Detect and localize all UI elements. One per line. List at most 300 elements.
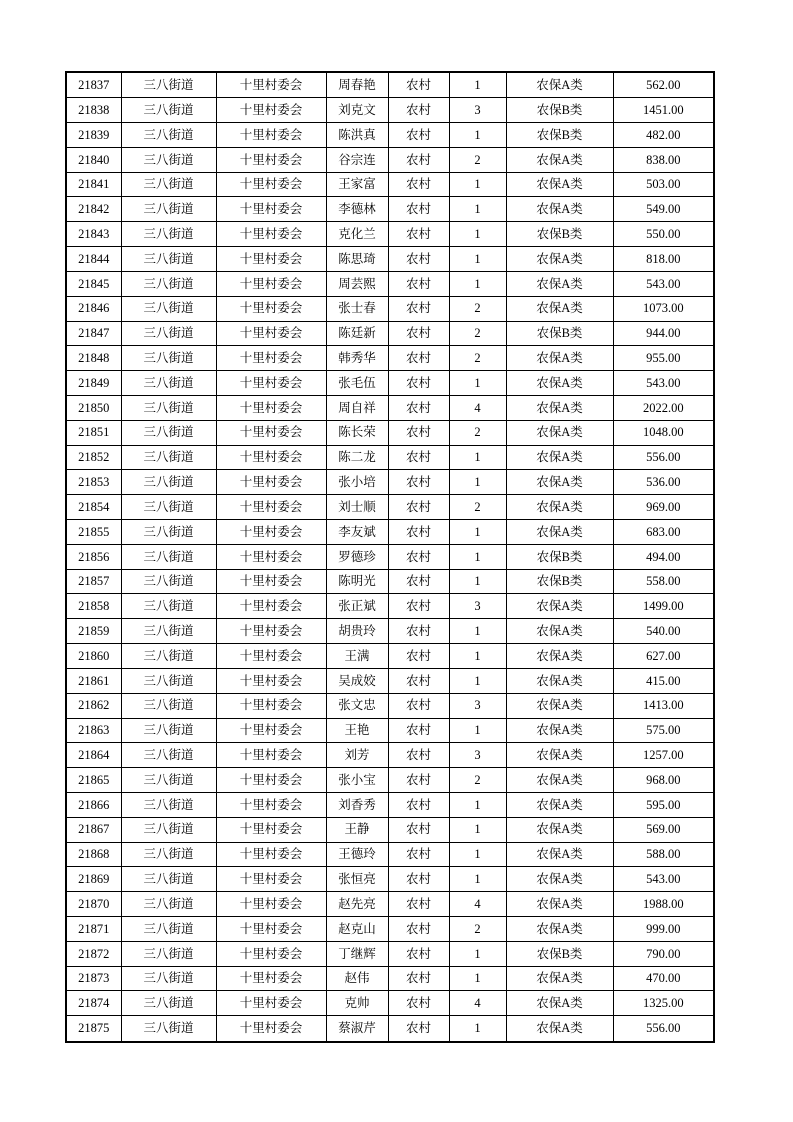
cell-amount: 543.00 <box>613 867 714 892</box>
cell-name: 刘士顺 <box>326 495 388 520</box>
cell-count: 1 <box>449 792 506 817</box>
cell-street: 三八街道 <box>121 98 216 123</box>
cell-id: 21845 <box>66 271 121 296</box>
cell-street: 三八街道 <box>121 619 216 644</box>
cell-category: 农保B类 <box>506 941 613 966</box>
cell-amount: 556.00 <box>613 445 714 470</box>
table-row <box>66 892 714 917</box>
cell-village: 十里村委会 <box>216 693 326 718</box>
table-row <box>66 222 714 247</box>
cell-id: 21838 <box>66 98 121 123</box>
cell-street: 三八街道 <box>121 222 216 247</box>
cell-id: 21839 <box>66 123 121 148</box>
table-row <box>66 197 714 222</box>
cell-type: 农村 <box>388 668 449 693</box>
table-row <box>66 1016 714 1042</box>
cell-category: 农保A类 <box>506 743 613 768</box>
cell-name: 丁继辉 <box>326 941 388 966</box>
cell-count: 2 <box>449 420 506 445</box>
cell-type: 农村 <box>388 98 449 123</box>
cell-street: 三八街道 <box>121 197 216 222</box>
cell-street: 三八街道 <box>121 445 216 470</box>
cell-category: 农保A类 <box>506 172 613 197</box>
cell-category: 农保A类 <box>506 197 613 222</box>
table-row <box>66 966 714 991</box>
table-row <box>66 98 714 123</box>
cell-id: 21843 <box>66 222 121 247</box>
cell-id: 21859 <box>66 619 121 644</box>
cell-count: 1 <box>449 569 506 594</box>
cell-category: 农保A类 <box>506 718 613 743</box>
cell-village: 十里村委会 <box>216 644 326 669</box>
cell-category: 农保A类 <box>506 792 613 817</box>
cell-id: 21873 <box>66 966 121 991</box>
cell-name: 蔡淑芹 <box>326 1016 388 1042</box>
cell-category: 农保A类 <box>506 892 613 917</box>
cell-amount: 969.00 <box>613 495 714 520</box>
cell-id: 21868 <box>66 842 121 867</box>
cell-id: 21855 <box>66 520 121 545</box>
cell-amount: 1257.00 <box>613 743 714 768</box>
cell-name: 吴成姣 <box>326 668 388 693</box>
cell-type: 农村 <box>388 917 449 942</box>
cell-category: 农保A类 <box>506 371 613 396</box>
cell-type: 农村 <box>388 544 449 569</box>
cell-street: 三八街道 <box>121 1016 216 1042</box>
cell-village: 十里村委会 <box>216 520 326 545</box>
cell-id: 21850 <box>66 395 121 420</box>
table-row <box>66 991 714 1016</box>
table-row <box>66 247 714 272</box>
cell-category: 农保A类 <box>506 693 613 718</box>
cell-village: 十里村委会 <box>216 321 326 346</box>
cell-street: 三八街道 <box>121 941 216 966</box>
cell-id: 21848 <box>66 346 121 371</box>
cell-type: 农村 <box>388 296 449 321</box>
cell-amount: 818.00 <box>613 247 714 272</box>
cell-category: 农保A类 <box>506 1016 613 1042</box>
cell-id: 21840 <box>66 147 121 172</box>
cell-street: 三八街道 <box>121 420 216 445</box>
cell-name: 张恒亮 <box>326 867 388 892</box>
cell-count: 1 <box>449 644 506 669</box>
cell-village: 十里村委会 <box>216 917 326 942</box>
cell-type: 农村 <box>388 892 449 917</box>
cell-name: 张小宝 <box>326 768 388 793</box>
cell-amount: 1073.00 <box>613 296 714 321</box>
cell-amount: 2022.00 <box>613 395 714 420</box>
cell-street: 三八街道 <box>121 867 216 892</box>
cell-category: 农保A类 <box>506 917 613 942</box>
records-table <box>65 71 715 1043</box>
cell-street: 三八街道 <box>121 842 216 867</box>
cell-category: 农保A类 <box>506 470 613 495</box>
cell-category: 农保A类 <box>506 247 613 272</box>
cell-count: 1 <box>449 941 506 966</box>
cell-id: 21862 <box>66 693 121 718</box>
cell-village: 十里村委会 <box>216 743 326 768</box>
cell-category: 农保A类 <box>506 495 613 520</box>
cell-name: 王德玲 <box>326 842 388 867</box>
table-row <box>66 768 714 793</box>
table-row <box>66 296 714 321</box>
cell-amount: 536.00 <box>613 470 714 495</box>
cell-category: 农保A类 <box>506 395 613 420</box>
cell-category: 农保A类 <box>506 966 613 991</box>
cell-id: 21864 <box>66 743 121 768</box>
cell-village: 十里村委会 <box>216 395 326 420</box>
cell-id: 21844 <box>66 247 121 272</box>
cell-type: 农村 <box>388 271 449 296</box>
cell-count: 1 <box>449 172 506 197</box>
table-row <box>66 743 714 768</box>
cell-count: 1 <box>449 197 506 222</box>
cell-street: 三八街道 <box>121 172 216 197</box>
cell-village: 十里村委会 <box>216 817 326 842</box>
cell-street: 三八街道 <box>121 743 216 768</box>
cell-count: 1 <box>449 817 506 842</box>
cell-name: 周芸熙 <box>326 271 388 296</box>
cell-id: 21874 <box>66 991 121 1016</box>
cell-street: 三八街道 <box>121 644 216 669</box>
cell-type: 农村 <box>388 1016 449 1042</box>
cell-village: 十里村委会 <box>216 768 326 793</box>
table-row <box>66 644 714 669</box>
cell-id: 21875 <box>66 1016 121 1042</box>
cell-street: 三八街道 <box>121 520 216 545</box>
cell-village: 十里村委会 <box>216 594 326 619</box>
cell-id: 21837 <box>66 72 121 98</box>
cell-name: 陈洪真 <box>326 123 388 148</box>
cell-village: 十里村委会 <box>216 197 326 222</box>
cell-name: 张文忠 <box>326 693 388 718</box>
cell-amount: 1451.00 <box>613 98 714 123</box>
cell-id: 21852 <box>66 445 121 470</box>
cell-street: 三八街道 <box>121 917 216 942</box>
table-row <box>66 470 714 495</box>
cell-count: 1 <box>449 247 506 272</box>
cell-village: 十里村委会 <box>216 867 326 892</box>
cell-amount: 482.00 <box>613 123 714 148</box>
table-row <box>66 544 714 569</box>
cell-village: 十里村委会 <box>216 792 326 817</box>
cell-category: 农保A类 <box>506 271 613 296</box>
cell-count: 2 <box>449 917 506 942</box>
cell-count: 1 <box>449 222 506 247</box>
cell-type: 农村 <box>388 520 449 545</box>
table-row <box>66 495 714 520</box>
cell-count: 4 <box>449 395 506 420</box>
cell-street: 三八街道 <box>121 594 216 619</box>
cell-village: 十里村委会 <box>216 892 326 917</box>
table-row <box>66 172 714 197</box>
cell-count: 1 <box>449 668 506 693</box>
table-row <box>66 445 714 470</box>
cell-street: 三八街道 <box>121 569 216 594</box>
cell-name: 王静 <box>326 817 388 842</box>
cell-amount: 1499.00 <box>613 594 714 619</box>
cell-id: 21860 <box>66 644 121 669</box>
cell-type: 农村 <box>388 867 449 892</box>
cell-village: 十里村委会 <box>216 842 326 867</box>
cell-id: 21857 <box>66 569 121 594</box>
cell-street: 三八街道 <box>121 247 216 272</box>
table-row <box>66 668 714 693</box>
table-row <box>66 147 714 172</box>
cell-street: 三八街道 <box>121 470 216 495</box>
cell-amount: 549.00 <box>613 197 714 222</box>
cell-street: 三八街道 <box>121 991 216 1016</box>
cell-amount: 595.00 <box>613 792 714 817</box>
cell-count: 1 <box>449 123 506 148</box>
cell-category: 农保B类 <box>506 321 613 346</box>
cell-village: 十里村委会 <box>216 172 326 197</box>
cell-name: 陈廷新 <box>326 321 388 346</box>
cell-count: 2 <box>449 346 506 371</box>
cell-street: 三八街道 <box>121 817 216 842</box>
cell-amount: 558.00 <box>613 569 714 594</box>
cell-name: 周自祥 <box>326 395 388 420</box>
cell-count: 3 <box>449 743 506 768</box>
cell-street: 三八街道 <box>121 892 216 917</box>
cell-amount: 543.00 <box>613 271 714 296</box>
cell-id: 21849 <box>66 371 121 396</box>
cell-amount: 470.00 <box>613 966 714 991</box>
cell-amount: 683.00 <box>613 520 714 545</box>
cell-village: 十里村委会 <box>216 72 326 98</box>
table-row <box>66 123 714 148</box>
table-row <box>66 917 714 942</box>
cell-name: 谷宗连 <box>326 147 388 172</box>
cell-village: 十里村委会 <box>216 296 326 321</box>
cell-village: 十里村委会 <box>216 718 326 743</box>
cell-type: 农村 <box>388 395 449 420</box>
cell-count: 3 <box>449 98 506 123</box>
cell-street: 三八街道 <box>121 544 216 569</box>
table-row <box>66 718 714 743</box>
cell-id: 21863 <box>66 718 121 743</box>
cell-category: 农保B类 <box>506 98 613 123</box>
cell-street: 三八街道 <box>121 123 216 148</box>
cell-type: 农村 <box>388 991 449 1016</box>
cell-type: 农村 <box>388 495 449 520</box>
cell-street: 三八街道 <box>121 792 216 817</box>
table-row <box>66 693 714 718</box>
cell-type: 农村 <box>388 941 449 966</box>
cell-village: 十里村委会 <box>216 470 326 495</box>
cell-count: 2 <box>449 321 506 346</box>
cell-amount: 999.00 <box>613 917 714 942</box>
cell-type: 农村 <box>388 792 449 817</box>
cell-id: 21871 <box>66 917 121 942</box>
cell-count: 2 <box>449 495 506 520</box>
table-row <box>66 321 714 346</box>
cell-type: 农村 <box>388 197 449 222</box>
cell-name: 克帅 <box>326 991 388 1016</box>
cell-id: 21866 <box>66 792 121 817</box>
cell-id: 21841 <box>66 172 121 197</box>
cell-amount: 955.00 <box>613 346 714 371</box>
cell-village: 十里村委会 <box>216 123 326 148</box>
cell-count: 1 <box>449 619 506 644</box>
cell-street: 三八街道 <box>121 147 216 172</box>
cell-type: 农村 <box>388 718 449 743</box>
cell-street: 三八街道 <box>121 346 216 371</box>
cell-category: 农保A类 <box>506 420 613 445</box>
cell-category: 农保A类 <box>506 817 613 842</box>
cell-village: 十里村委会 <box>216 346 326 371</box>
cell-type: 农村 <box>388 693 449 718</box>
cell-village: 十里村委会 <box>216 371 326 396</box>
cell-name: 陈长荣 <box>326 420 388 445</box>
cell-name: 韩秀华 <box>326 346 388 371</box>
cell-count: 1 <box>449 718 506 743</box>
cell-id: 21846 <box>66 296 121 321</box>
cell-name: 张毛伍 <box>326 371 388 396</box>
cell-village: 十里村委会 <box>216 147 326 172</box>
table-row <box>66 619 714 644</box>
cell-name: 王家富 <box>326 172 388 197</box>
table-row <box>66 817 714 842</box>
cell-amount: 540.00 <box>613 619 714 644</box>
cell-type: 农村 <box>388 72 449 98</box>
cell-type: 农村 <box>388 147 449 172</box>
cell-category: 农保A类 <box>506 520 613 545</box>
cell-category: 农保A类 <box>506 644 613 669</box>
cell-amount: 562.00 <box>613 72 714 98</box>
table-row <box>66 371 714 396</box>
cell-name: 刘芳 <box>326 743 388 768</box>
cell-category: 农保B类 <box>506 123 613 148</box>
table-row <box>66 72 714 98</box>
table-row <box>66 792 714 817</box>
cell-type: 农村 <box>388 842 449 867</box>
cell-category: 农保A类 <box>506 594 613 619</box>
cell-name: 李友斌 <box>326 520 388 545</box>
cell-id: 21858 <box>66 594 121 619</box>
cell-village: 十里村委会 <box>216 420 326 445</box>
cell-amount: 494.00 <box>613 544 714 569</box>
cell-village: 十里村委会 <box>216 966 326 991</box>
cell-id: 21853 <box>66 470 121 495</box>
cell-village: 十里村委会 <box>216 569 326 594</box>
cell-amount: 944.00 <box>613 321 714 346</box>
cell-category: 农保A类 <box>506 445 613 470</box>
cell-village: 十里村委会 <box>216 941 326 966</box>
cell-count: 3 <box>449 594 506 619</box>
cell-category: 农保A类 <box>506 768 613 793</box>
cell-category: 农保A类 <box>506 668 613 693</box>
cell-id: 21867 <box>66 817 121 842</box>
cell-id: 21869 <box>66 867 121 892</box>
cell-id: 21865 <box>66 768 121 793</box>
cell-count: 1 <box>449 371 506 396</box>
cell-count: 1 <box>449 966 506 991</box>
cell-street: 三八街道 <box>121 296 216 321</box>
cell-amount: 588.00 <box>613 842 714 867</box>
table-row <box>66 520 714 545</box>
cell-name: 陈思琦 <box>326 247 388 272</box>
cell-amount: 790.00 <box>613 941 714 966</box>
table-row <box>66 867 714 892</box>
cell-category: 农保A类 <box>506 867 613 892</box>
cell-village: 十里村委会 <box>216 247 326 272</box>
cell-amount: 1325.00 <box>613 991 714 1016</box>
cell-id: 21842 <box>66 197 121 222</box>
cell-category: 农保A类 <box>506 619 613 644</box>
cell-name: 周春艳 <box>326 72 388 98</box>
cell-type: 农村 <box>388 768 449 793</box>
cell-id: 21856 <box>66 544 121 569</box>
cell-street: 三八街道 <box>121 495 216 520</box>
cell-amount: 550.00 <box>613 222 714 247</box>
cell-amount: 575.00 <box>613 718 714 743</box>
cell-count: 1 <box>449 72 506 98</box>
cell-type: 农村 <box>388 172 449 197</box>
cell-amount: 1048.00 <box>613 420 714 445</box>
cell-count: 1 <box>449 445 506 470</box>
cell-street: 三八街道 <box>121 718 216 743</box>
cell-village: 十里村委会 <box>216 991 326 1016</box>
cell-name: 张士春 <box>326 296 388 321</box>
cell-street: 三八街道 <box>121 371 216 396</box>
cell-count: 3 <box>449 693 506 718</box>
cell-name: 刘克文 <box>326 98 388 123</box>
cell-village: 十里村委会 <box>216 445 326 470</box>
cell-amount: 838.00 <box>613 147 714 172</box>
cell-amount: 569.00 <box>613 817 714 842</box>
cell-village: 十里村委会 <box>216 222 326 247</box>
cell-street: 三八街道 <box>121 72 216 98</box>
cell-category: 农保A类 <box>506 296 613 321</box>
cell-count: 1 <box>449 544 506 569</box>
cell-amount: 556.00 <box>613 1016 714 1042</box>
cell-type: 农村 <box>388 569 449 594</box>
cell-name: 王艳 <box>326 718 388 743</box>
cell-type: 农村 <box>388 817 449 842</box>
cell-category: 农保B类 <box>506 544 613 569</box>
cell-name: 张小培 <box>326 470 388 495</box>
cell-name: 刘香秀 <box>326 792 388 817</box>
table-row <box>66 395 714 420</box>
cell-type: 农村 <box>388 644 449 669</box>
cell-category: 农保B类 <box>506 569 613 594</box>
cell-count: 2 <box>449 147 506 172</box>
cell-id: 21847 <box>66 321 121 346</box>
cell-count: 1 <box>449 1016 506 1042</box>
cell-type: 农村 <box>388 222 449 247</box>
cell-street: 三八街道 <box>121 966 216 991</box>
cell-amount: 1988.00 <box>613 892 714 917</box>
cell-village: 十里村委会 <box>216 271 326 296</box>
cell-street: 三八街道 <box>121 768 216 793</box>
cell-amount: 627.00 <box>613 644 714 669</box>
cell-name: 张正斌 <box>326 594 388 619</box>
cell-type: 农村 <box>388 966 449 991</box>
cell-count: 2 <box>449 296 506 321</box>
cell-category: 农保A类 <box>506 346 613 371</box>
cell-id: 21854 <box>66 495 121 520</box>
cell-count: 2 <box>449 768 506 793</box>
cell-type: 农村 <box>388 371 449 396</box>
cell-name: 陈二龙 <box>326 445 388 470</box>
cell-village: 十里村委会 <box>216 544 326 569</box>
table-row <box>66 941 714 966</box>
cell-street: 三八街道 <box>121 693 216 718</box>
cell-count: 1 <box>449 867 506 892</box>
cell-street: 三八街道 <box>121 395 216 420</box>
cell-street: 三八街道 <box>121 271 216 296</box>
